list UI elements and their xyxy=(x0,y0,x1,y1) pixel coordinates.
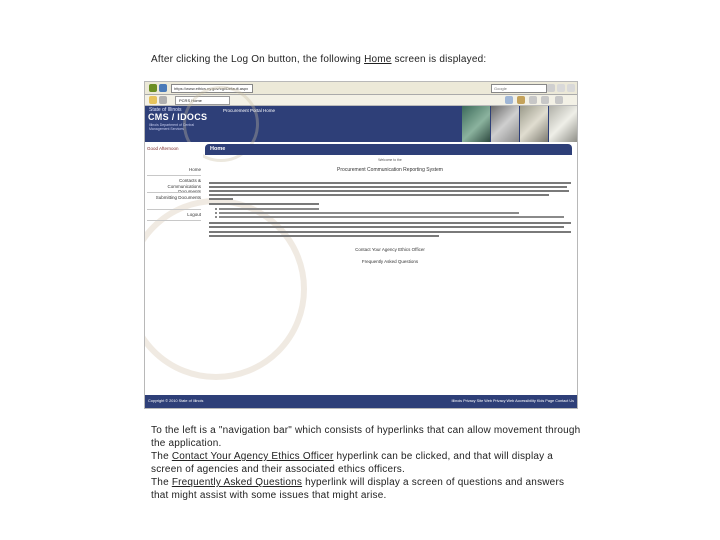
caption-p3-after: hyperlink will display a screen of questions and answers that might assist with some issues that might arise. xyxy=(151,477,565,501)
bullet xyxy=(215,208,217,210)
faq-link[interactable]: Frequently Asked Questions xyxy=(361,259,419,264)
sidebar-item-submitting-documents[interactable]: Submitting Documents xyxy=(155,195,201,200)
body-text-line xyxy=(209,203,319,205)
tabs-icon[interactable] xyxy=(159,96,167,104)
header-photo xyxy=(491,106,519,142)
app-logo: CMS / IDOCS xyxy=(148,112,208,122)
site-header xyxy=(145,106,577,142)
faq-caption-link[interactable]: Frequently Asked Questions xyxy=(171,477,303,488)
body-text-line xyxy=(209,186,567,188)
caption-p3-before: The xyxy=(151,477,172,488)
body-text-line xyxy=(209,198,233,200)
caption-p2-after: hyperlink can be clicked, and that will display a screen of agencies and their associated ethics officers. xyxy=(151,451,554,475)
sidebar-item-contacts[interactable]: Contacts & Communications xyxy=(167,178,201,189)
welcome-text: Welcome to the xyxy=(378,158,402,162)
nav-divider xyxy=(147,175,201,176)
body-text-line xyxy=(209,194,549,196)
home-content xyxy=(209,158,571,394)
search-field[interactable]: Google xyxy=(491,84,547,93)
bullet-text-line xyxy=(219,216,564,218)
home-link[interactable]: Home xyxy=(364,54,392,65)
caption-paragraph-1: To the left is a "navigation bar" which consists of hyperlinks that can allow movement through the application. xyxy=(151,425,581,449)
close-icon[interactable] xyxy=(567,84,575,92)
body-text-line xyxy=(209,226,564,228)
portal-home-link[interactable]: Procurement Portal Home xyxy=(223,108,276,113)
header-photo xyxy=(549,106,577,142)
feeds-icon[interactable] xyxy=(517,96,525,104)
body-text-line xyxy=(209,190,569,192)
navigation-bar xyxy=(145,142,203,395)
body-text-line xyxy=(209,231,571,233)
contact-ethics-officer-link[interactable]: Contact Your Agency Ethics Officer xyxy=(355,247,425,252)
bullet-text-line xyxy=(219,208,319,210)
forward-icon[interactable] xyxy=(159,84,167,92)
bullet-text-line xyxy=(219,212,519,214)
body-text-line xyxy=(209,235,439,237)
nav-divider xyxy=(147,192,201,193)
home-tab-header xyxy=(205,144,572,155)
intro-after: screen is displayed: xyxy=(391,54,487,65)
app-subtitle: Illinois Department of Central Management Services xyxy=(149,123,195,131)
footer-links[interactable]: Illinois Privacy Site Web Privacy Web Accessibility Kids Page Contact Us xyxy=(451,399,574,403)
body-text-line xyxy=(209,222,571,224)
system-title: Procurement Communication Reporting System xyxy=(337,167,443,173)
home-tab-label: Home xyxy=(210,146,226,152)
bullet xyxy=(215,216,217,218)
sidebar-item-logout[interactable]: Logout xyxy=(187,212,201,217)
caption-paragraph-2 xyxy=(151,450,581,476)
intro-before: After clicking the Log On button, the following xyxy=(151,54,365,65)
settings-icon[interactable] xyxy=(557,84,565,92)
caption-paragraph-3 xyxy=(151,476,581,502)
intro-text xyxy=(151,54,486,65)
body-text-line xyxy=(209,182,571,184)
site-footer xyxy=(145,395,577,408)
bullet xyxy=(215,212,217,214)
sidebar-item-home[interactable]: Home xyxy=(188,167,201,172)
nav-divider xyxy=(147,220,201,221)
user-greeting: Good Afternoon xyxy=(147,146,179,151)
browser-tab[interactable]: PCRS Home xyxy=(175,96,230,105)
back-icon[interactable] xyxy=(149,84,157,92)
application-screenshot xyxy=(144,81,578,409)
page-menu-icon[interactable] xyxy=(541,96,549,104)
header-photo xyxy=(462,106,490,142)
search-icon[interactable] xyxy=(547,84,555,92)
print-icon[interactable] xyxy=(529,96,537,104)
favorites-star-icon[interactable] xyxy=(149,96,157,104)
tools-menu-icon[interactable] xyxy=(555,96,563,104)
contact-ethics-officer-caption-link[interactable]: Contact Your Agency Ethics Officer xyxy=(171,451,334,462)
caption-p2-before: The xyxy=(151,451,172,462)
address-field[interactable]: https://www.ethics.ny.gov/cgi/Default.aspx xyxy=(171,84,253,93)
home-icon[interactable] xyxy=(505,96,513,104)
nav-divider xyxy=(147,209,201,210)
copyright-text: Copyright © 2010 State of Illinois xyxy=(148,399,204,403)
header-photo xyxy=(520,106,548,142)
state-label: State of Illinois xyxy=(149,107,182,113)
